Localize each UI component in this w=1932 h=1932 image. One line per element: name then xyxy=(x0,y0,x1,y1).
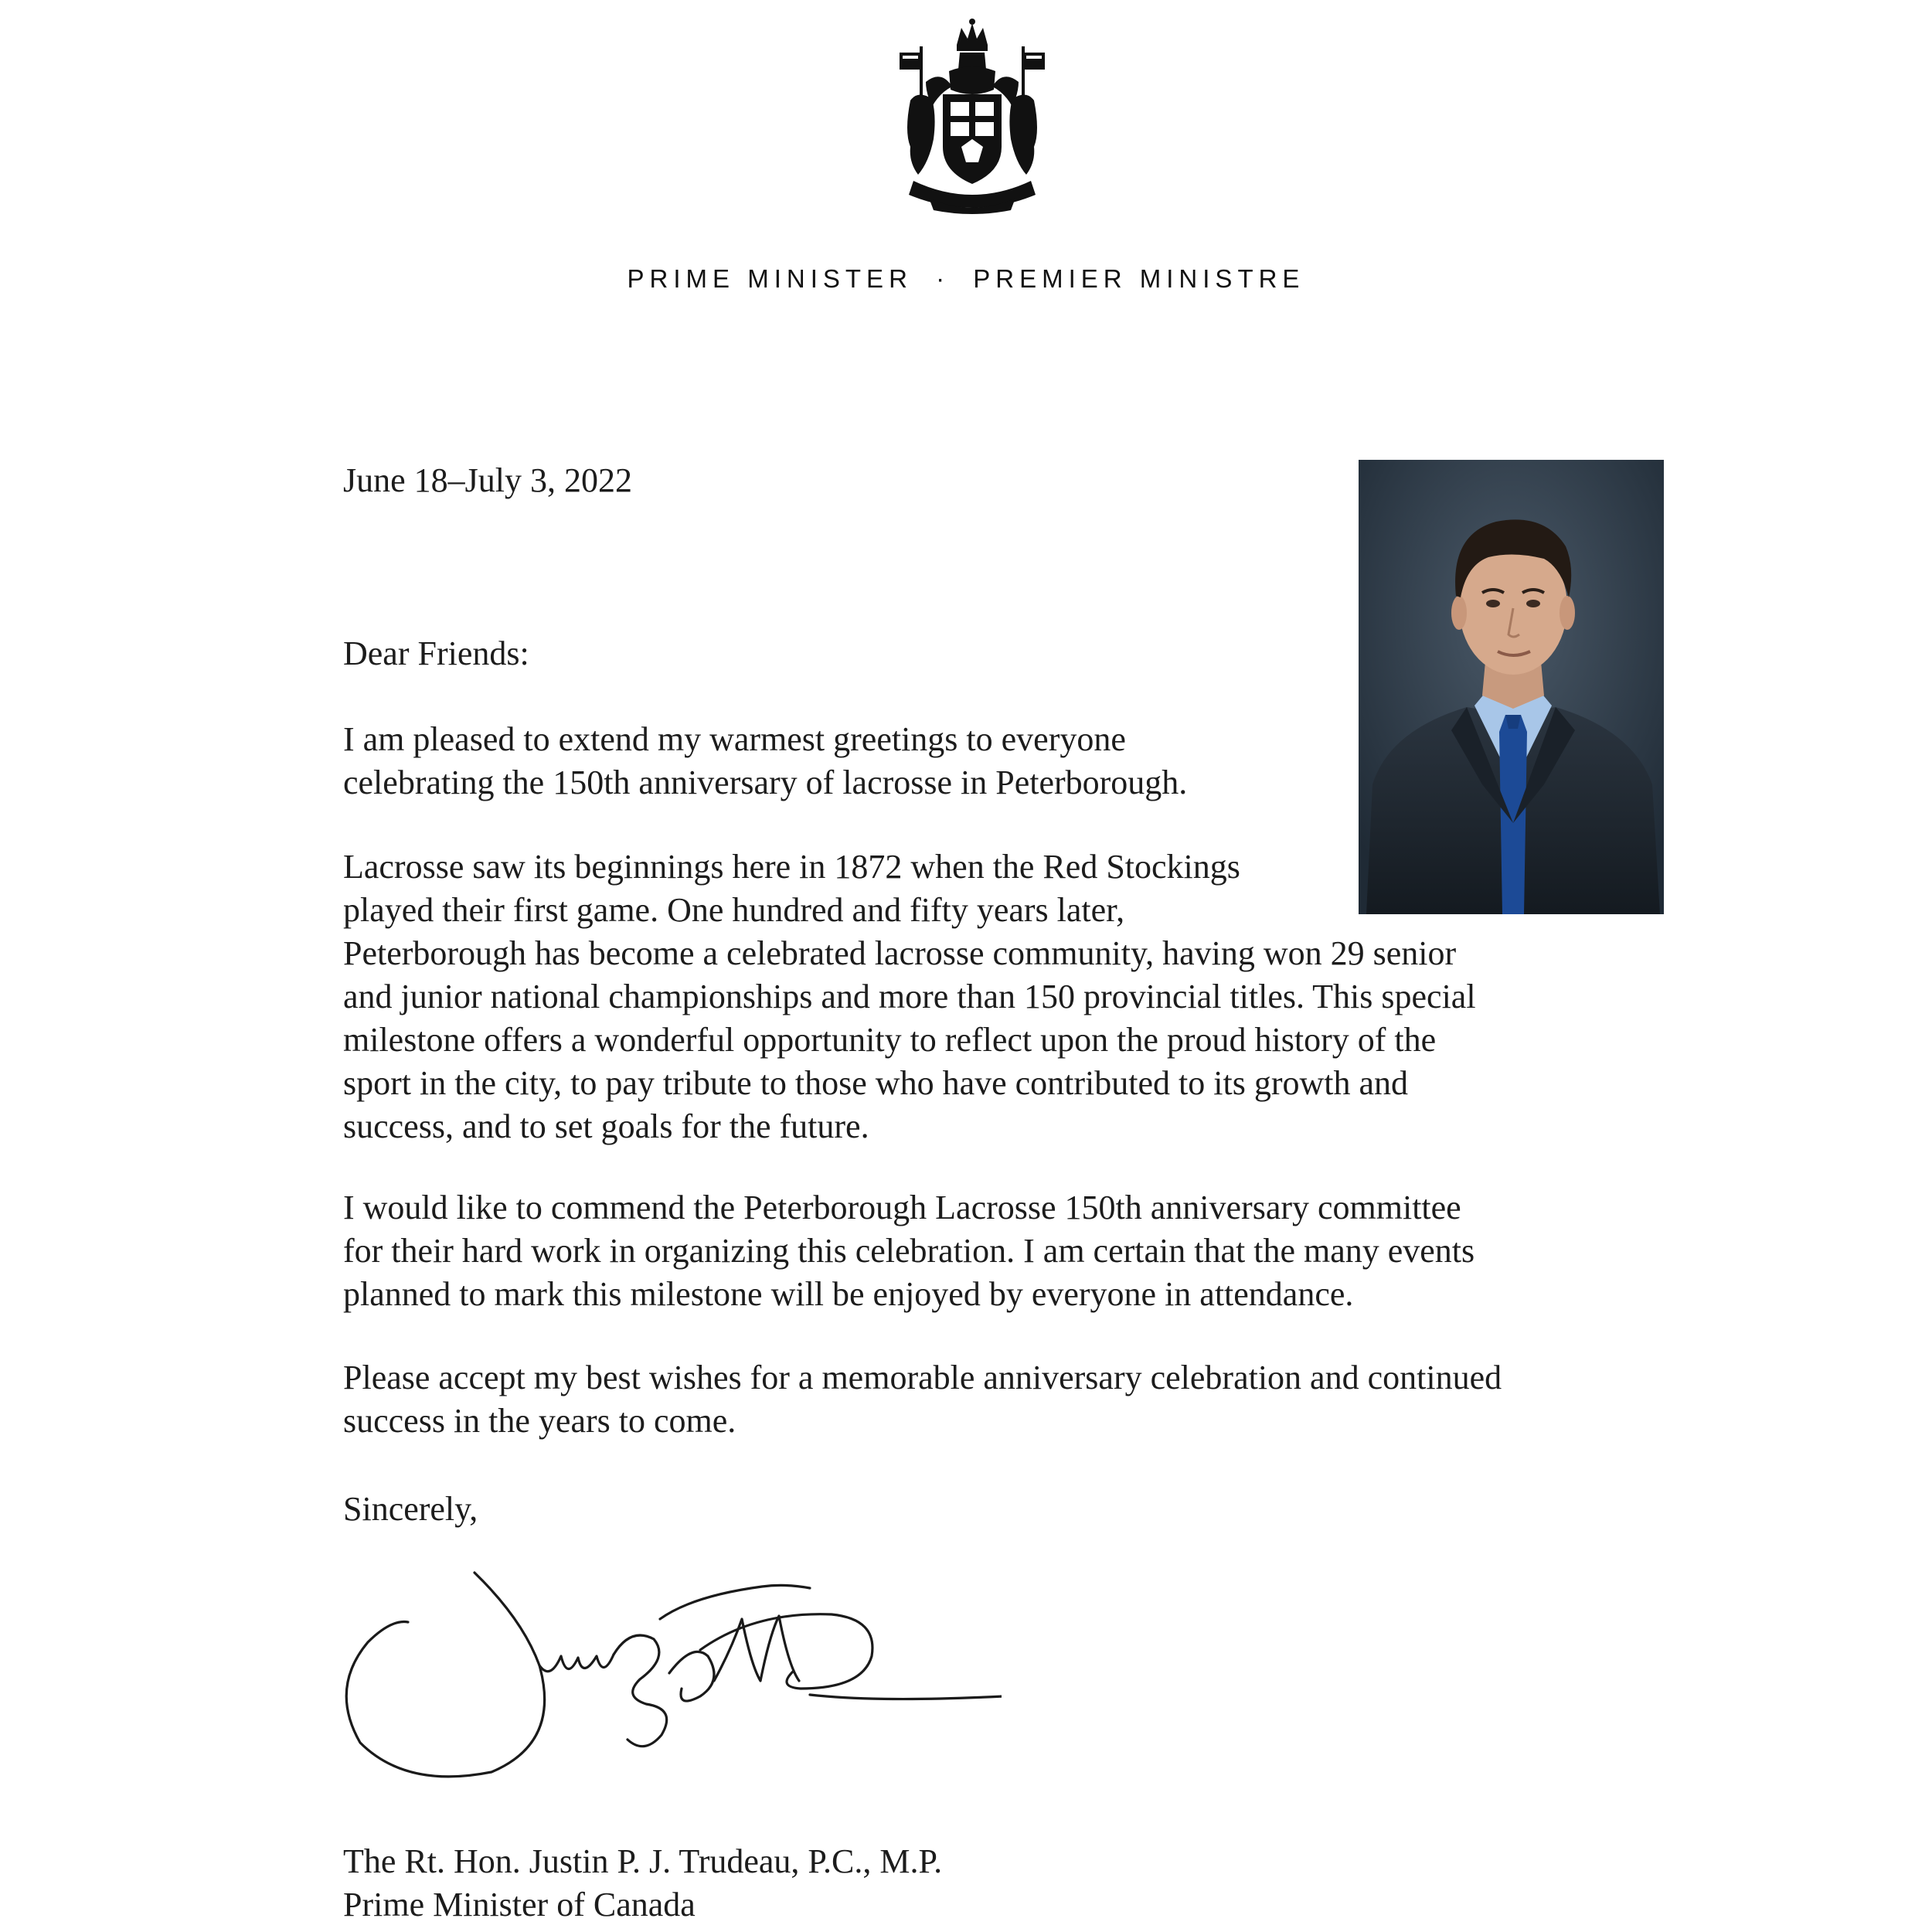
paragraph-line: success, and to set goals for the future. xyxy=(343,1107,869,1145)
portrait-photo xyxy=(1359,460,1664,914)
paragraph-line: milestone offers a wonderful opportunity to reflect upon the proud history of the xyxy=(343,1021,1437,1059)
signature-icon xyxy=(337,1565,1002,1781)
body-paragraph-3 xyxy=(343,1186,1475,1316)
letterhead-separator: · xyxy=(936,264,951,293)
body-paragraph-2 xyxy=(343,845,1476,1148)
salutation: Dear Friends: xyxy=(343,634,529,672)
paragraph-line: Please accept my best wishes for a memorable anniversary celebration and continued xyxy=(343,1359,1502,1396)
paragraph-line: sport in the city, to pay tribute to those who have contributed to its growth and xyxy=(343,1064,1409,1102)
paragraph-line: planned to mark this milestone will be enjoyed by everyone in attendance. xyxy=(343,1275,1354,1313)
paragraph-line: played their first game. One hundred and fifty years later, xyxy=(343,891,1125,929)
letterhead-english: PRIME MINISTER xyxy=(627,264,913,293)
paragraph-line: I would like to commend the Peterborough Lacrosse 150th anniversary committee xyxy=(343,1189,1461,1226)
coat-of-arms-icon xyxy=(895,15,1049,218)
body-paragraph-4 xyxy=(343,1356,1502,1443)
signatory-title: Prime Minister of Canada xyxy=(343,1886,696,1923)
letter-date: June 18–July 3, 2022 xyxy=(343,461,632,499)
paragraph-line: success in the years to come. xyxy=(343,1402,736,1440)
paragraph-line: and junior national championships and more than 150 provincial titles. This special xyxy=(343,978,1476,1015)
paragraph-line: celebrating the 150th anniversary of lacrosse in Peterborough. xyxy=(343,764,1188,801)
letterhead xyxy=(0,264,1932,294)
paragraph-line: Peterborough has become a celebrated lacrosse community, having won 29 senior xyxy=(343,934,1457,972)
closing: Sincerely, xyxy=(343,1490,478,1528)
signatory-name: The Rt. Hon. Justin P. J. Trudeau, P.C., M.P. xyxy=(343,1842,943,1880)
paragraph-line: I am pleased to extend my warmest greetings to everyone xyxy=(343,720,1126,758)
paragraph-line: for their hard work in organizing this celebration. I am certain that the many events xyxy=(343,1232,1475,1270)
letterhead-french: PREMIER MINISTRE xyxy=(973,264,1305,293)
paragraph-line: Lacrosse saw its beginnings here in 1872 when the Red Stockings xyxy=(343,848,1240,886)
body-paragraph-1 xyxy=(343,718,1187,804)
